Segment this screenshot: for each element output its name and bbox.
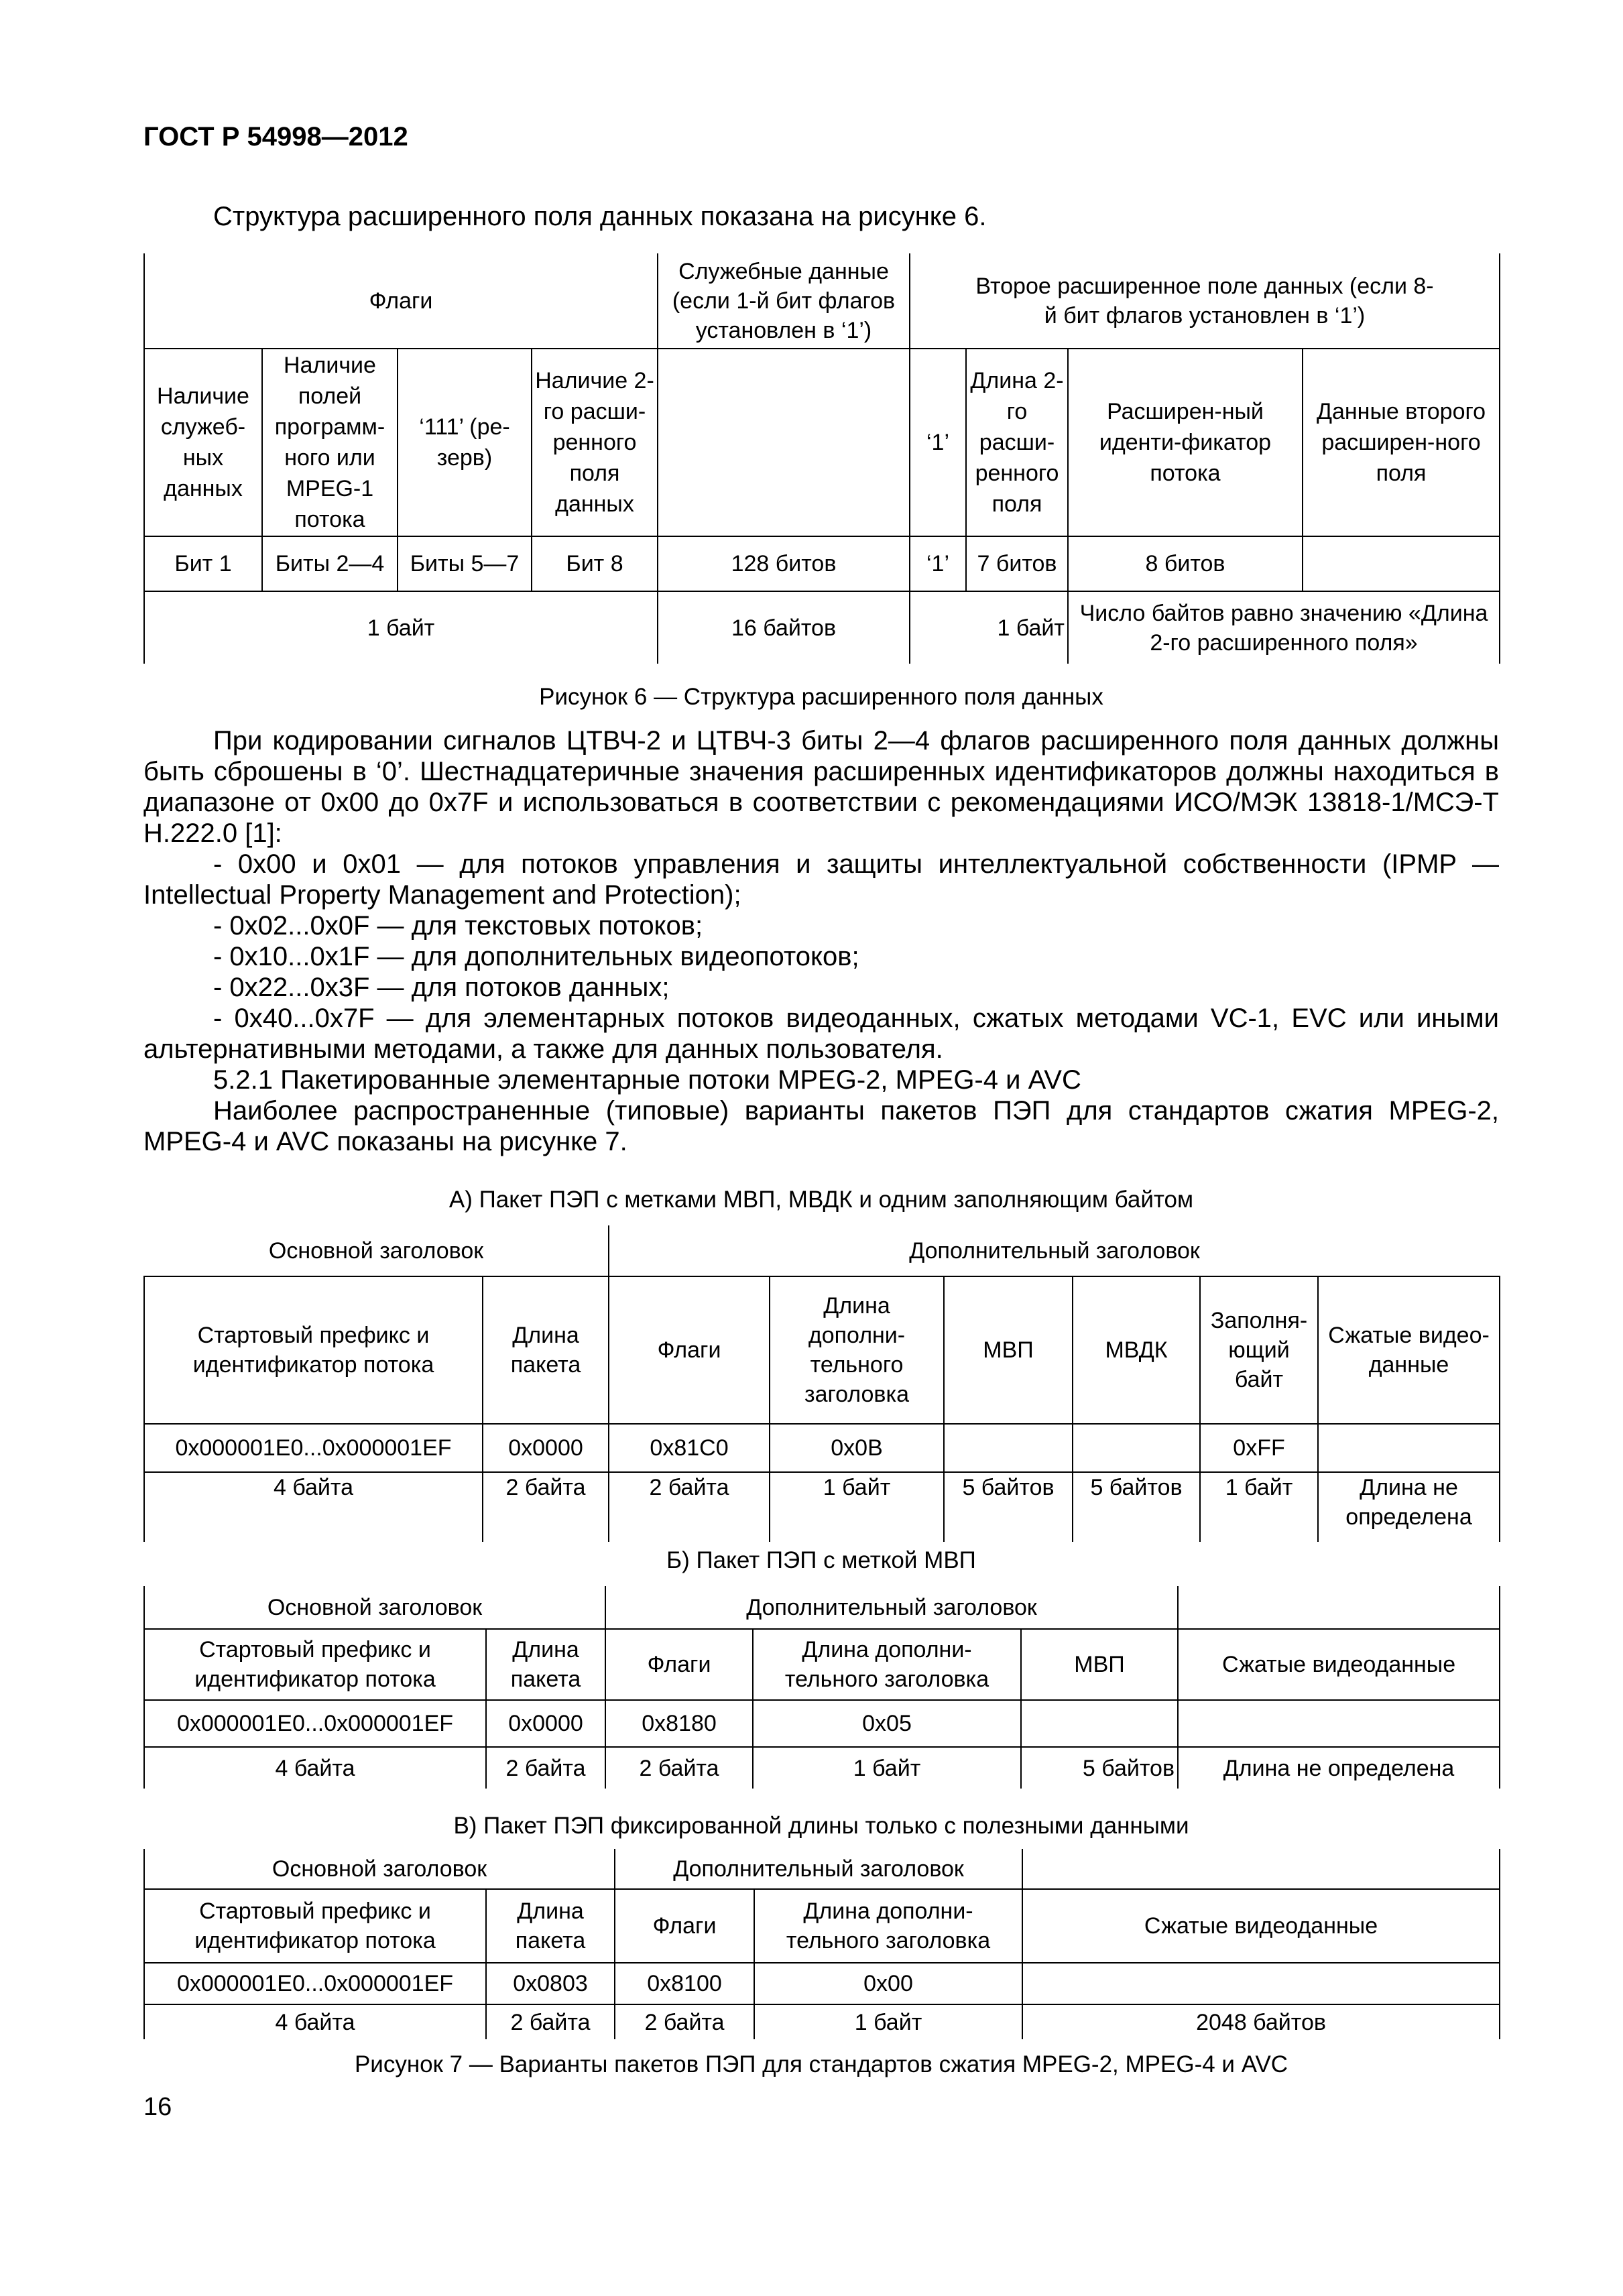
fig6-bits-8: 8 битов [1068,536,1303,591]
tableB-group-main: Основной заголовок [144,1586,605,1629]
document-header: ГОСТ Р 54998—2012 [143,122,408,152]
fig6-bits-4: Бит 8 [532,536,658,591]
fig6-head-7: Длина 2-го расши-ренного поля [966,349,1068,536]
tableA-head: Сжатые видео-данные [1318,1276,1500,1424]
tableC-value: 0x00 [754,1963,1022,2004]
tableA-size: 4 байта [144,1472,483,1542]
tableA-size: 1 байт [770,1472,944,1542]
tableA-value: 0x81C0 [609,1424,770,1472]
tableB-size: 1 байт [753,1747,1021,1789]
tableB-head: Длина пакета [486,1629,605,1700]
fig6-group-service: Служебные данные (если 1-й бит флагов установлен в ‘1’) [658,253,910,349]
tableA [143,1225,1500,1542]
tableB-size: 4 байта [144,1747,486,1789]
fig6-head-5 [658,349,910,536]
tableB-value: 0x0000 [486,1700,605,1747]
list-item: - 0x02...0x0F — для текстовых потоков; [213,911,703,941]
figure7-caption: Рисунок 7 — Варианты пакетов ПЭП для стандартов сжатия MPEG-2, MPEG-4 и AVC [354,2051,1288,2077]
tableA-head: Длина дополни-тельного заголовка [770,1276,944,1424]
tableA-head: Флаги [609,1276,770,1424]
tableB-value [1178,1700,1500,1747]
paragraph-1: При кодировании сигналов ЦТВЧ-2 и ЦТВЧ-3 биты 2—4 флагов расширенного поля данных должны быть сброшены в ‘0’. Шестнадцатеричные значения расширенных идентификаторов должны находиться в диапазоне от 0x00 до 0x7F и использоваться в соответствии с рекомендациями ИСО/МЭК 13818-1/МСЭ-Т H.222.0 [1]: [143,726,1499,848]
tableC-head: Флаги [615,1889,754,1963]
tableB-value [1021,1700,1178,1747]
tableC-head: Длина пакета [486,1889,615,1963]
tableC-group-extra: Дополнительный заголовок [615,1849,1022,1889]
tableC-group-main: Основной заголовок [144,1849,615,1889]
tableB-size: 2 байта [605,1747,753,1789]
figure6-table [143,253,1500,664]
tableB-head: Флаги [605,1629,753,1700]
tableA-size: 2 байта [483,1472,609,1542]
fig6-bits-9 [1303,536,1500,591]
fig6-bits-2: Биты 2—4 [262,536,398,591]
tableA-value: 0x000001E0...0x000001EF [144,1424,483,1472]
tableA-size: Длина не определена [1318,1472,1500,1542]
fig6-head-8: Расширен-ный иденти-фикатор потока [1068,349,1303,536]
tableC-size: 1 байт [754,2004,1022,2039]
tableA-value [944,1424,1073,1472]
tableC-size: 4 байта [144,2004,486,2039]
tableA-value: 0x0B [770,1424,944,1472]
figure6-caption: Рисунок 6 — Структура расширенного поля данных [539,684,1103,710]
tableB-head: Длина дополни-тельного заголовка [753,1629,1021,1700]
tableB [143,1586,1500,1789]
fig6-size-2: 16 байтов [658,591,910,664]
tableA-head: МВП [944,1276,1073,1424]
tableC-value [1022,1963,1500,2004]
tableA-head: Длина пакета [483,1276,609,1424]
fig6-head-2: Наличие полей программ-ного или MPEG-1 потока [262,349,398,536]
fig6-head-9: Данные второго расширен-ного поля [1303,349,1500,536]
tableC-title: В) Пакет ПЭП фиксированной длины только с полезными данными [453,1813,1189,1839]
tableB-head: МВП [1021,1629,1178,1700]
fig6-size-1: 1 байт [144,591,658,664]
tableA-head: Заполня-ющий байт [1200,1276,1318,1424]
fig6-size-3: 1 байт [910,591,1068,664]
section-heading: 5.2.1 Пакетированные элементарные потоки MPEG-2, MPEG-4 и AVC [213,1065,1081,1095]
fig6-group-second: Второе расширенное поле данных (если 8-й бит флагов установлен в ‘1’) [910,253,1500,349]
tableC-value: 0x8100 [615,1963,754,2004]
tableA-size: 1 байт [1200,1472,1318,1542]
fig6-bits-7: 7 битов [966,536,1068,591]
page-number: 16 [143,2093,172,2121]
tableA-group-extra: Дополнительный заголовок [609,1225,1500,1276]
tableB-size: Длина не определена [1178,1747,1500,1789]
tableB-head: Сжатые видеоданные [1178,1629,1500,1700]
tableB-value: 0x000001E0...0x000001EF [144,1700,486,1747]
list-item: - 0x10...0x1F — для дополнительных видеопотоков; [213,942,859,971]
fig6-head-4: Наличие 2-го расши-ренного поля данных [532,349,658,536]
fig6-bits-6: ‘1’ [910,536,966,591]
tableA-head: МВДК [1073,1276,1200,1424]
fig6-head-6: ‘1’ [910,349,966,536]
fig6-bits-3: Биты 5—7 [398,536,532,591]
tableB-group-extra: Дополнительный заголовок [605,1586,1178,1629]
fig6-head-3: ‘111’ (ре-зерв) [398,349,532,536]
fig6-group-flags: Флаги [144,253,658,349]
tableC-size: 2 байта [486,2004,615,2039]
tableC-group-empty [1022,1849,1500,1889]
tableA-size: 2 байта [609,1472,770,1542]
tableB-group-empty [1178,1586,1500,1629]
tableA-size: 5 байтов [944,1472,1073,1542]
list-item: - 0x00 и 0x01 — для потоков управления и защиты интеллектуальной собственности (IPMP — Intellectual Property Management and Protection); [143,849,1499,910]
tableC-head: Стартовый префикс и идентификатор потока [144,1889,486,1963]
tableA-size: 5 байтов [1073,1472,1200,1542]
intro-text: Структура расширенного поля данных показана на рисунке 6. [213,202,987,231]
tableC-head: Длина дополни-тельного заголовка [754,1889,1022,1963]
fig6-bits-5: 128 битов [658,536,910,591]
list-item: - 0x40...0x7F — для элементарных потоков видеоданных, сжатых методами VC-1, EVC или иными альтернативными методами, а также для данных пользователя. [143,1004,1499,1064]
tableA-head: Стартовый префикс и идентификатор потока [144,1276,483,1424]
tableA-value [1073,1424,1200,1472]
tableA-title: А) Пакет ПЭП с метками МВП, МВДК и одним заполняющим байтом [448,1187,1194,1213]
tableA-value: 0xFF [1200,1424,1318,1472]
tableC-value: 0x000001E0...0x000001EF [144,1963,486,2004]
fig6-head-1: Наличие служеб-ных данных [144,349,262,536]
list-item: - 0x22...0x3F — для потоков данных; [213,973,670,1002]
tableB-value: 0x05 [753,1700,1021,1747]
tableA-group-main: Основной заголовок [144,1225,609,1276]
fig6-bits-1: Бит 1 [144,536,262,591]
tableC-size: 2048 байтов [1022,2004,1500,2039]
tableB-value: 0x8180 [605,1700,753,1747]
fig6-size-4: Число байтов равно значению «Длина 2-го расширенного поля» [1068,591,1500,664]
tableC-value: 0x0803 [486,1963,615,2004]
tableA-value [1318,1424,1500,1472]
tableC-size: 2 байта [615,2004,754,2039]
tableC-head: Сжатые видеоданные [1022,1889,1500,1963]
tableB-head: Стартовый префикс и идентификатор потока [144,1629,486,1700]
tableB-title: Б) Пакет ПЭП с меткой МВП [666,1547,976,1573]
tableB-size: 5 байтов [1021,1747,1178,1789]
paragraph-2: Наиболее распространенные (типовые) варианты пакетов ПЭП для стандартов сжатия MPEG-2, MPEG-4 и AVC показаны на рисунке 7. [143,1096,1499,1156]
tableC [143,1849,1500,2039]
tableB-size: 2 байта [486,1747,605,1789]
body-text [143,725,1499,1157]
tableA-value: 0x0000 [483,1424,609,1472]
